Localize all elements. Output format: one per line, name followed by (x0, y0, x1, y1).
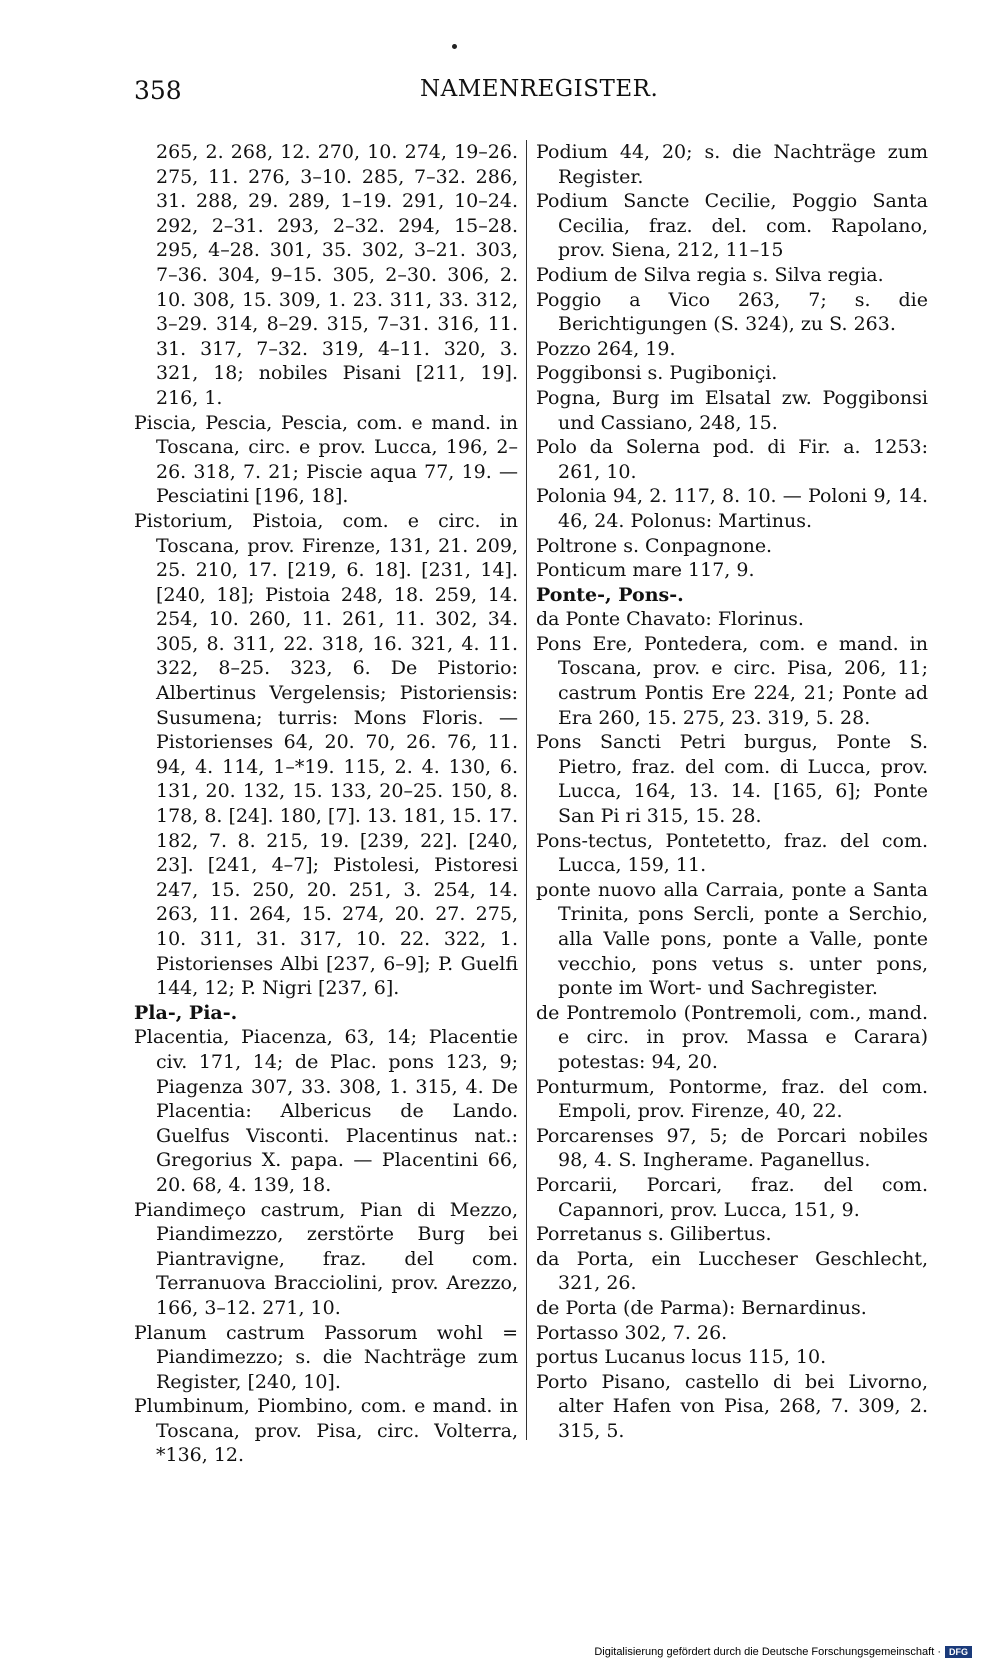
section-heading: Pla-, Pia-. (134, 1001, 238, 1024)
index-entry: Plumbinum, Piombino, com. e mand. in Toscana, prov. Pisa, circ. Volterra, *136, 12. (134, 1395, 518, 1467)
index-entry: de Porta (de Parma): Bernardinus. (536, 1296, 867, 1319)
dfg-logo: DFG (945, 1646, 972, 1658)
index-columns (134, 140, 934, 1467)
index-entry: Podium de Silva regia s. Silva regia. (536, 263, 884, 286)
left-column (134, 140, 518, 1468)
index-entry: Porcarii, Porcari, fraz. del com. Capannori, prov. Lucca, 151, 9. (536, 1173, 928, 1221)
index-entry: Pons-tectus, Pontetetto, fraz. del com. Lucca, 159, 11. (536, 829, 928, 877)
index-entry: Ponticum mare 117, 9. (536, 559, 755, 582)
index-entry: Porcarenses 97, 5; de Porcari nobiles 98, 4. S. Ingherame. Paganellus. (536, 1124, 928, 1172)
section-heading: Ponte-, Pons-. (536, 583, 684, 606)
index-entry: de Pontremolo (Pontremoli, com., mand. e circ. in prov. Massa e Carara) potestas: 94, 20. (536, 1001, 928, 1073)
page-header (134, 76, 924, 116)
index-entry: Poltrone s. Conpagnone. (536, 534, 773, 557)
footer-text: Digitalisierung gefördert durch die Deutsche Forschungsgemeinschaft · (594, 1646, 941, 1658)
page-number: 358 (134, 76, 182, 105)
index-entry: Piscia, Pescia, Pescia, com. e mand. in Toscana, circ. e prov. Lucca, 196, 2–26. 318, 7. 21; Piscie aqua 77, 19. — Pesciatini [196, 18]. (134, 411, 518, 508)
column-divider (526, 140, 527, 1440)
index-entry: da Porta, ein Luccheser Geschlecht, 321, 26. (536, 1247, 928, 1295)
index-entry: Ponturmum, Pontorme, fraz. del com. Empoli, prov. Firenze, 40, 22. (536, 1075, 928, 1123)
index-entry: Pogna, Burg im Elsatal zw. Poggibonsi und Cassiano, 248, 15. (536, 386, 928, 434)
index-entry: Pons Ere, Pontedera, com. e mand. in Toscana, prov. e circ. Pisa, 206, 11; castrum Pontis Ere 224, 21; Ponte ad Era 260, 15. 275, 23. 319, 5. 28. (536, 632, 928, 729)
index-entry: ponte nuovo alla Carraia, ponte a Santa Trinita, pons Sercli, ponte a Serchio, alla Valle pons, ponte a Valle, ponte vecchio, pons vetus s. unter pons, ponte im Wort- und Sachregister. (536, 878, 928, 1000)
index-entry: Placentia, Piacenza, 63, 14; Placentie civ. 171, 14; de Plac. pons 123, 9; Piagenza 307, 33. 308, 1. 315, 4. De Placentia: Albericus de Lando. Guelfus Visconti. Placentinus nat.: Gregorius X. papa. — Placentini 66, 20. 68, 4. 139, 18. (134, 1026, 518, 1196)
index-entry: Porretanus s. Gilibertus. (536, 1223, 772, 1246)
index-entry: Planum castrum Passorum wohl = Piandimezzo; s. die Nachträge zum Register, [240, 10]. (134, 1321, 518, 1393)
index-entry: Polo da Solerna pod. di Fir. a. 1253: 261, 10. (536, 436, 928, 483)
index-entry: portus Lucanus locus 115, 10. (536, 1346, 827, 1369)
index-entry: Podium Sancte Cecilie, Poggio Santa Cecilia, fraz. del. com. Rapolano, prov. Siena, 212, 11–15 (536, 190, 928, 262)
footer-credit (594, 1646, 972, 1658)
index-entry: Polonia 94, 2. 117, 8. 10. — Poloni 9, 14. 46, 24. Polonus: Martinus. (536, 485, 928, 532)
index-entry-continuation: 265, 2. 268, 12. 270, 10. 274, 19–26. 275, 11. 276, 3–10. 285, 7–32. 286, 31. 288, 29. 289, 1–19. 291, 10–24. 292, 2–31. 293, 2–32. 294, 15–28. 295, 4–28. 301, 35. 302, 3–21. 303, 7–36. 304, 9–15. 305, 2–30. 306, 2. 10. 308, 15. 309, 1. 23. 311, 33. 312, 3–29. 314, 8–29. 315, 7–31. 316, 11. 31. 317, 7–32. 319, 4–11. 320, 3. 321, 18; nobiles Pisani [211, 19]. 216, 1. (156, 141, 518, 409)
index-entry: Poggio a Vico 263, 7; s. die Berichtigungen (S. 324), zu S. 263. (536, 288, 928, 336)
index-entry: Pistorium, Pistoia, com. e circ. in Toscana, prov. Firenze, 131, 21. 209, 25. 210, 17. [219, 6. 18]. [231, 14]. [240, 18]; Pistoia 248, 18. 259, 14. 254, 10. 260, 11. 261, 11. 302, 34. 305, 8. 311, 22. 318, 16. 321, 4. 11. 322, 8–25. 323, 6. De Pistorio: Albertinus Vergelensis; Pistoriensis: Susumena; turris: Mons Floris. — Pistorienses 64, 20. 70, 26. 76, 11. 94, 4. 114, 1–*19. 115, 2. 4. 130, 6. 131, 20. 132, 15. 133, 20–25. 150, 8. 178, 8. [24]. 180, [7]. 13. 181, 15. 17. 182, 7. 8. 215, 19. [239, 22]. [240, 23]. [241, 4–7]; Pistolesi, Pistoresi 247, 15. 250, 20. 251, 3. 254, 14. 263, 11. 264, 15. 274, 20. 27. 275, 10. 311, 31. 317, 10. 22. 322, 1. Pistorienses Albi [237, 6–9]; P. Guelfi 144, 12; P. Nigri [237, 6]. (134, 509, 519, 1000)
index-entry: da Ponte Chavato: Florinus. (536, 608, 804, 631)
index-entry: Podium 44, 20; s. die Nachträge zum Register. (536, 141, 928, 188)
ink-dot (452, 44, 457, 49)
right-column (536, 140, 928, 1443)
index-entry: Piandimeço castrum, Pian di Mezzo, Piandimezzo, zerstörte Burg bei Piantravigne, fraz. del com. Terranuova Bracciolini, prov. Arezzo, 166, 3–12. 271, 10. (134, 1198, 518, 1319)
index-entry: Poggibonsi s. Pugiboniçi. (536, 362, 778, 385)
index-entry: Pons Sancti Petri burgus, Ponte S. Pietro, fraz. del com. di Lucca, prov. Lucca, 164, 13. 14. [165, 6]; Ponte San Pi ri 315, 15. 28. (536, 731, 928, 828)
index-entry: Pozzo 264, 19. (536, 337, 676, 360)
running-title: NAMENREGISTER. (420, 76, 659, 102)
index-entry: Porto Pisano, castello di bei Livorno, alter Hafen von Pisa, 268, 7. 309, 2. 315, 5. (536, 1370, 928, 1442)
index-entry: Portasso 302, 7. 26. (536, 1321, 728, 1344)
